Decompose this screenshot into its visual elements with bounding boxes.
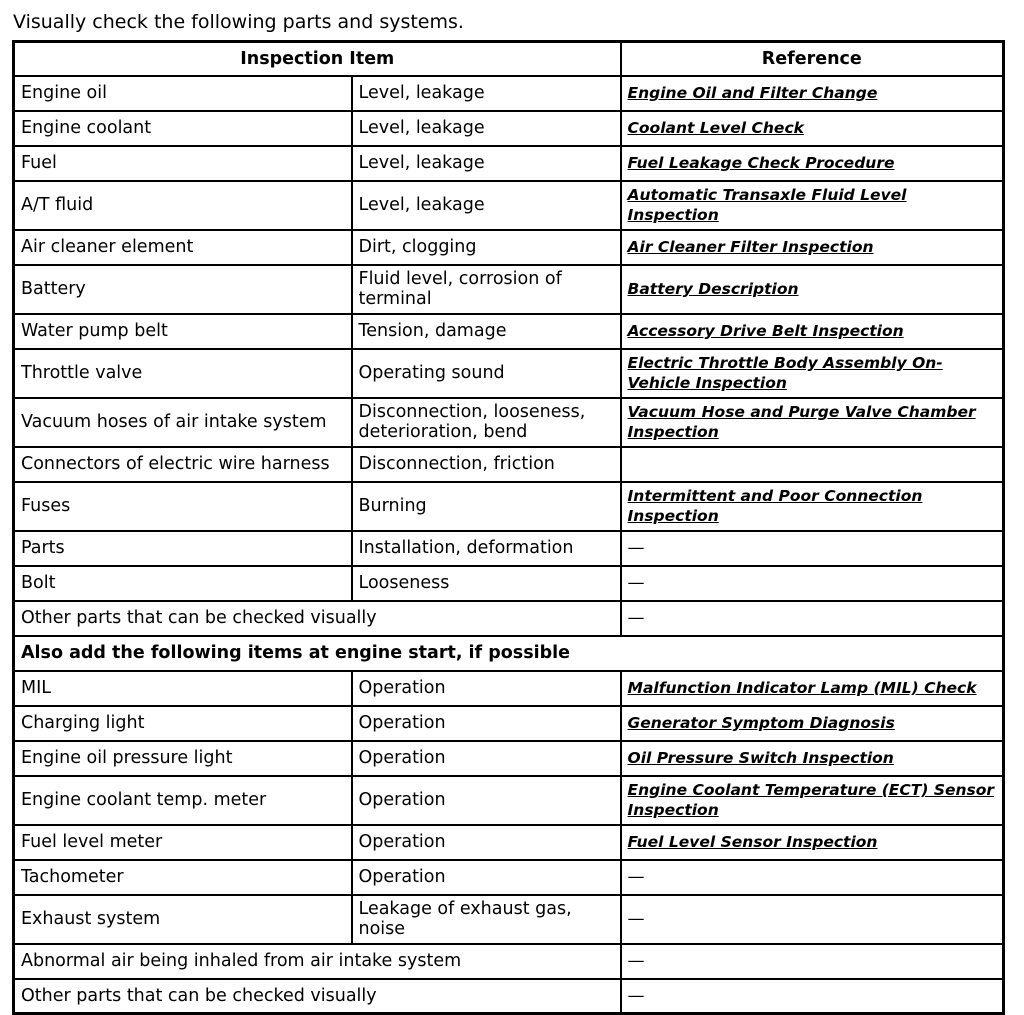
item-cell: Fuel level meter: [14, 825, 352, 860]
reference-cell: [621, 181, 1004, 230]
item-cell: Water pump belt: [14, 314, 352, 349]
check-cell: Disconnection, friction: [352, 447, 621, 482]
item-cell: Abnormal air being inhaled from air intake system: [14, 944, 621, 979]
table-row: [14, 265, 1004, 314]
item-cell: Other parts that can be checked visually: [14, 601, 621, 636]
intro-text: Visually check the following parts and systems.: [13, 11, 464, 33]
reference-link[interactable]: Vacuum Hose and Purge Valve Chamber Inspection: [627, 403, 976, 441]
check-cell: Operation: [352, 860, 621, 895]
reference-link[interactable]: Oil Pressure Switch Inspection: [627, 749, 894, 767]
table-row: [14, 671, 1004, 706]
item-cell: Battery: [14, 265, 352, 314]
check-cell: Level, leakage: [352, 76, 621, 111]
check-cell: Level, leakage: [352, 111, 621, 146]
reference-link[interactable]: Intermittent and Poor Connection Inspection: [627, 487, 923, 525]
item-cell: Fuses: [14, 482, 352, 531]
check-cell: Operation: [352, 706, 621, 741]
item-cell: Parts: [14, 531, 352, 566]
table-row: [14, 146, 1004, 181]
item-cell: Tachometer: [14, 860, 352, 895]
dash-placeholder: —: [627, 985, 645, 1006]
table-row: [14, 76, 1004, 111]
section-title: Also add the following items at engine start, if possible: [14, 636, 1004, 671]
reference-cell: [621, 146, 1004, 181]
item-cell: Engine coolant: [14, 111, 352, 146]
item-cell: Engine oil pressure light: [14, 741, 352, 776]
section-row: [14, 636, 1004, 671]
reference-link[interactable]: Engine Coolant Temperature (ECT) Sensor Inspection: [627, 781, 995, 819]
header-reference: Reference: [621, 42, 1004, 76]
check-cell: Leakage of exhaust gas, noise: [352, 895, 621, 944]
item-cell: Other parts that can be checked visually: [14, 979, 621, 1014]
reference-cell: [621, 601, 1004, 636]
table-row: [14, 601, 1004, 636]
item-cell: Fuel: [14, 146, 352, 181]
check-cell: Operation: [352, 741, 621, 776]
check-cell: Burning: [352, 482, 621, 531]
table-row: [14, 111, 1004, 146]
check-cell: Operation: [352, 776, 621, 825]
table-row: [14, 944, 1004, 979]
reference-cell: [621, 482, 1004, 531]
reference-link[interactable]: Automatic Transaxle Fluid Level Inspection: [627, 186, 907, 224]
table-row: [14, 482, 1004, 531]
reference-cell: [621, 314, 1004, 349]
header-inspection-item: Inspection Item: [14, 42, 621, 76]
table-row: [14, 860, 1004, 895]
table-row: [14, 776, 1004, 825]
reference-link[interactable]: Accessory Drive Belt Inspection: [627, 322, 904, 340]
item-cell: Exhaust system: [14, 895, 352, 944]
item-cell: Bolt: [14, 566, 352, 601]
table-row: [14, 895, 1004, 944]
reference-link[interactable]: Battery Description: [627, 280, 799, 298]
dash-placeholder: —: [627, 867, 645, 887]
item-cell: Connectors of electric wire harness: [14, 447, 352, 482]
check-cell: Operation: [352, 671, 621, 706]
table-header-row: [14, 42, 1004, 76]
check-cell: Looseness: [352, 566, 621, 601]
item-cell: Charging light: [14, 706, 352, 741]
inspection-table: [12, 40, 1005, 1015]
dash-placeholder: —: [627, 573, 645, 593]
check-cell: Operating sound: [352, 349, 621, 398]
table-row: [14, 349, 1004, 398]
reference-cell: [621, 979, 1004, 1014]
reference-link[interactable]: Fuel Level Sensor Inspection: [627, 833, 878, 851]
table-row: [14, 566, 1004, 601]
reference-cell: [621, 860, 1004, 895]
item-cell: Engine coolant temp. meter: [14, 776, 352, 825]
table-row: [14, 531, 1004, 566]
reference-cell: [621, 825, 1004, 860]
reference-cell: [621, 111, 1004, 146]
table-row: [14, 181, 1004, 230]
reference-cell: [621, 741, 1004, 776]
item-cell: Throttle valve: [14, 349, 352, 398]
reference-link[interactable]: Air Cleaner Filter Inspection: [627, 238, 874, 256]
item-cell: A/T fluid: [14, 181, 352, 230]
table-row: [14, 741, 1004, 776]
table-row: [14, 447, 1004, 482]
reference-link[interactable]: Coolant Level Check: [627, 119, 804, 137]
table-row: [14, 230, 1004, 265]
table-row: [14, 825, 1004, 860]
reference-cell: [621, 706, 1004, 741]
reference-link[interactable]: Fuel Leakage Check Procedure: [627, 154, 895, 172]
dash-placeholder: —: [627, 608, 645, 628]
table-row: [14, 979, 1004, 1014]
check-cell: Level, leakage: [352, 181, 621, 230]
reference-cell: [621, 895, 1004, 944]
table-row: [14, 706, 1004, 741]
reference-cell: [621, 776, 1004, 825]
reference-link[interactable]: Engine Oil and Filter Change: [627, 84, 878, 102]
reference-cell: [621, 398, 1004, 447]
reference-link[interactable]: Malfunction Indicator Lamp (MIL) Check: [627, 679, 977, 697]
check-cell: Operation: [352, 825, 621, 860]
reference-link[interactable]: Generator Symptom Diagnosis: [627, 714, 895, 732]
check-cell: Level, leakage: [352, 146, 621, 181]
reference-cell: [621, 76, 1004, 111]
reference-cell: [621, 671, 1004, 706]
table-row: [14, 314, 1004, 349]
check-cell: Disconnection, looseness, deterioration, bend: [352, 398, 621, 447]
reference-link[interactable]: Electric Throttle Body Assembly On-Vehicle Inspection: [627, 354, 943, 392]
reference-cell: [621, 349, 1004, 398]
reference-cell: [621, 531, 1004, 566]
dash-placeholder: —: [627, 909, 645, 929]
item-cell: Engine oil: [14, 76, 352, 111]
check-cell: Fluid level, corrosion of terminal: [352, 265, 621, 314]
reference-cell: [621, 265, 1004, 314]
item-cell: Air cleaner element: [14, 230, 352, 265]
dash-placeholder: —: [627, 951, 645, 971]
item-cell: Vacuum hoses of air intake system: [14, 398, 352, 447]
item-cell: MIL: [14, 671, 352, 706]
reference-cell: [621, 566, 1004, 601]
reference-cell: [621, 944, 1004, 979]
dash-placeholder: —: [627, 538, 645, 558]
check-cell: Dirt, clogging: [352, 230, 621, 265]
check-cell: Installation, deformation: [352, 531, 621, 566]
check-cell: Tension, damage: [352, 314, 621, 349]
table-row: [14, 398, 1004, 447]
reference-cell: [621, 230, 1004, 265]
reference-cell: [621, 447, 1004, 482]
